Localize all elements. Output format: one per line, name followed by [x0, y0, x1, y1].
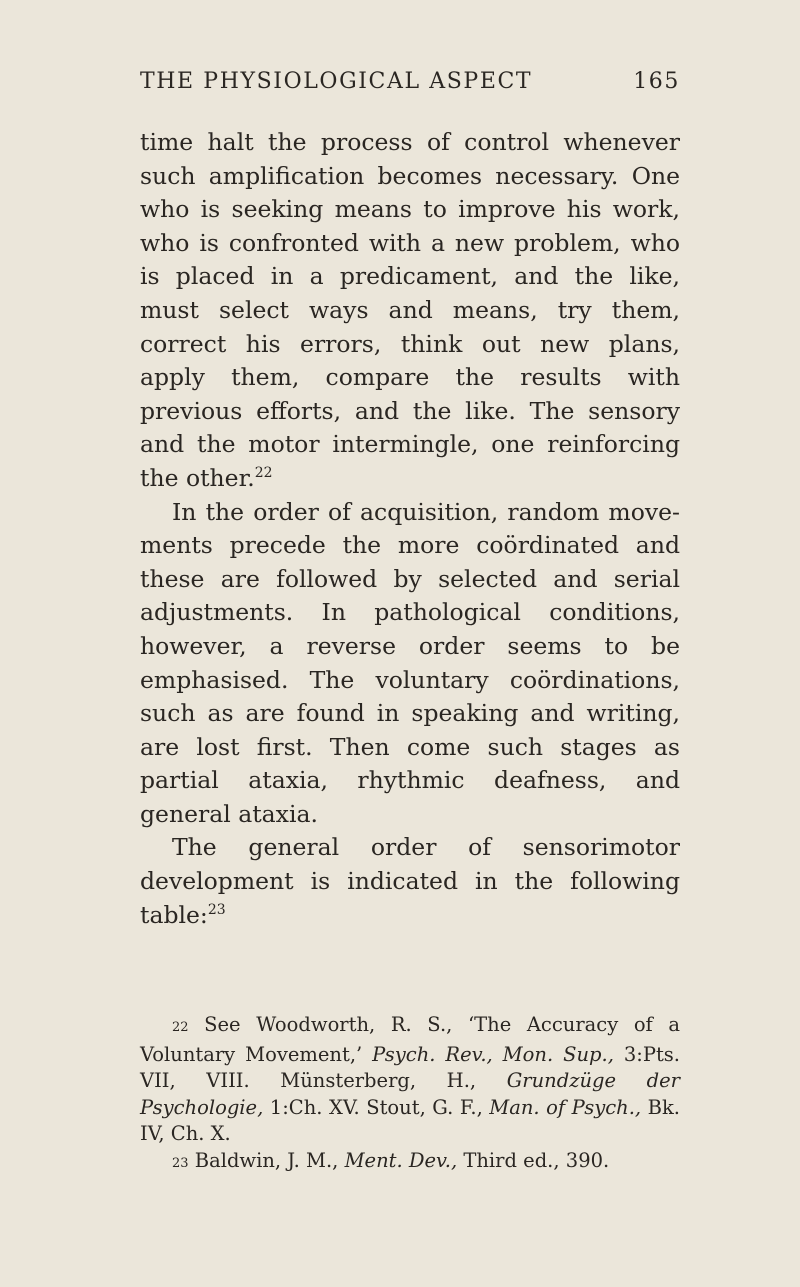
paragraph-1-text: time halt the process of control whenever such amplification becomes necessary. One who is seeking means to improve his work, who is confronted with a new problem, who is placed in a predicament, and the like, must select ways and means, try them, correct his errors, think out new plans, apply them, compare the results with previous efforts, and the like. The sensory and the motor intermingle, one reinforcing the other. [140, 128, 680, 492]
footnote-22 [140, 1012, 680, 1148]
book-title: Man. of Psych., [489, 1095, 642, 1119]
paragraph-2 [140, 496, 680, 832]
footnote-number: 22 [172, 1020, 189, 1035]
paragraph-3 [140, 831, 680, 932]
footnote-text: See Woodworth, R. S., ‘The Accuracy of a Voluntary Movement,’ [140, 1013, 680, 1066]
body-text [140, 126, 680, 932]
footnote-text: 3:Pts. VII, VIII. Münsterberg, H., [140, 1042, 680, 1092]
running-head-title: THE PHYSIOLOGICAL ASPECT [140, 69, 533, 94]
footnote-text: Baldwin, J. M., [194, 1148, 339, 1172]
footnote-23 [140, 1148, 680, 1178]
footnote-number: 23 [172, 1155, 189, 1171]
footnote-text: Bk. IV, Ch. X. [140, 1095, 680, 1145]
running-head [140, 62, 680, 102]
paragraph-1 [140, 126, 680, 496]
footnote-ref-22[interactable]: 22 [254, 464, 273, 481]
footnote-text: 1:Ch. XV. Stout, G. F., [269, 1095, 483, 1119]
footnote-text: Third ed., 390. [463, 1148, 610, 1172]
footnote-ref-23[interactable]: 23 [207, 901, 226, 918]
book-title: Ment. Dev., [344, 1148, 458, 1172]
footnotes [140, 1012, 680, 1177]
journal-title: Psych. Rev., Mon. Sup., [372, 1042, 614, 1066]
paragraph-2-text: In the order of acquisition, random movements precede the more coördinated and these are followed by selected and serial adjustments. In pathological conditions, however, a reverse order seems to be emphasised. The voluntary coördinations, such as are found in speaking and writing, are lost first. Then come such stages as partial ataxia, rhythmic deafness, and general ataxia. [140, 497, 680, 828]
book-title: Grundzüge der Psychologie, [140, 1069, 681, 1119]
paragraph-3-text: The general order of sensorimotor development is indicated in the following table: [140, 833, 680, 929]
page-number: 165 [633, 69, 680, 94]
